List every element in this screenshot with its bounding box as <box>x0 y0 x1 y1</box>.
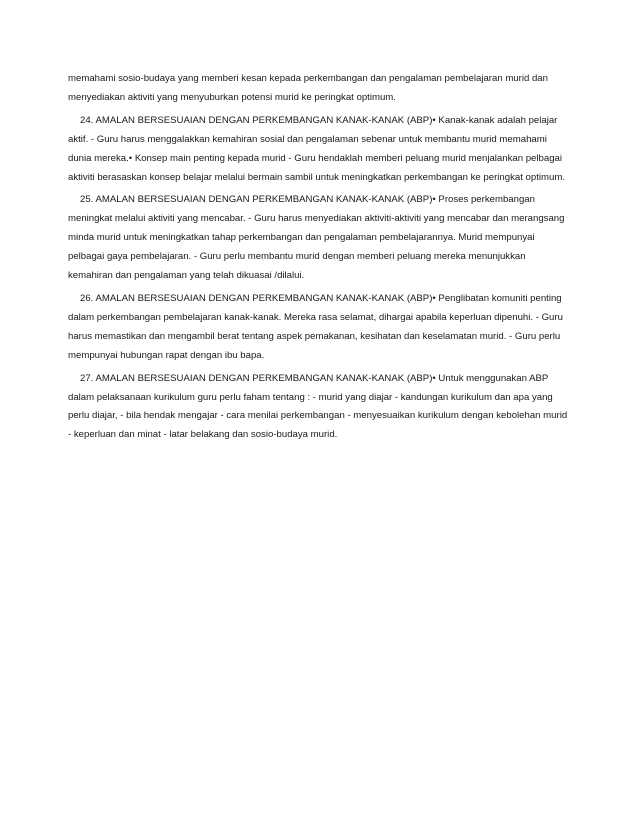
paragraph-27: 27. AMALAN BERSESUAIAN DENGAN PERKEMBANGAN KANAK-KANAK (ABP)• Untuk menggunakan ABP dalam pelaksanaan kurikulum guru perlu faham tentang : - murid yang diajar - kandungan kurikulum dan apa yang perlu diajar, - bila hendak mengajar - cara menilai perkembangan - menyesuaikan kurikulum dengan kebolehan murid - keperluan dan minat - latar belakang dan sosio-budaya murid. <box>68 372 568 441</box>
paragraph-25: 25. AMALAN BERSESUAIAN DENGAN PERKEMBANGAN KANAK-KANAK (ABP)• Proses perkembangan meningkat melalui aktiviti yang mencabar. - Guru harus menyediakan aktiviti-aktiviti yang mencabar dan merangsang minda murid untuk meningkatkan tahap perkembangan dan pengalaman pembelajarannya. Murid mempunyai pelbagai gaya pembelajaran. - Guru perlu membantu murid dengan memberi peluang mereka menunjukkan kemahiran dan pengalaman yang telah dikuasai /dilalui. <box>68 194 565 282</box>
paragraph-24: 24. AMALAN BERSESUAIAN DENGAN PERKEMBANGAN KANAK-KANAK (ABP)• Kanak-kanak adalah pelajar aktif. - Guru harus menggalakkan kemahiran sosial dan pengalaman sebenar untuk membantu murid memahami dunia mereka.• Konsep main penting kepada murid - Guru hendaklah memberi peluang murid menjalankan pelbagai aktiviti berasaskan konsep belajar melalui bermain sambil untuk meningkatkan perkembangan ke peringkat optimum. <box>68 114 566 183</box>
document-body <box>68 70 570 449</box>
paragraph-continuation: memahami sosio-budaya yang memberi kesan kepada perkembangan dan pengalaman pembelajaran murid dan menyediakan aktiviti yang menyuburkan potensi murid ke peringkat optimum. <box>68 73 548 103</box>
paragraph-26: 26. AMALAN BERSESUAIAN DENGAN PERKEMBANGAN KANAK-KANAK (ABP)• Penglibatan komuniti penting dalam perkembangan pembelajaran kanak-kanak. Mereka rasa selamat, dihargai apabila keperluan dipenuhi. - Guru harus memastikan dan mengambil berat tentang aspek pemakanan, kesihatan dan keselamatan murid. - Guru perlu mempunyai hubungan rapat dengan ibu bapa. <box>68 292 563 361</box>
